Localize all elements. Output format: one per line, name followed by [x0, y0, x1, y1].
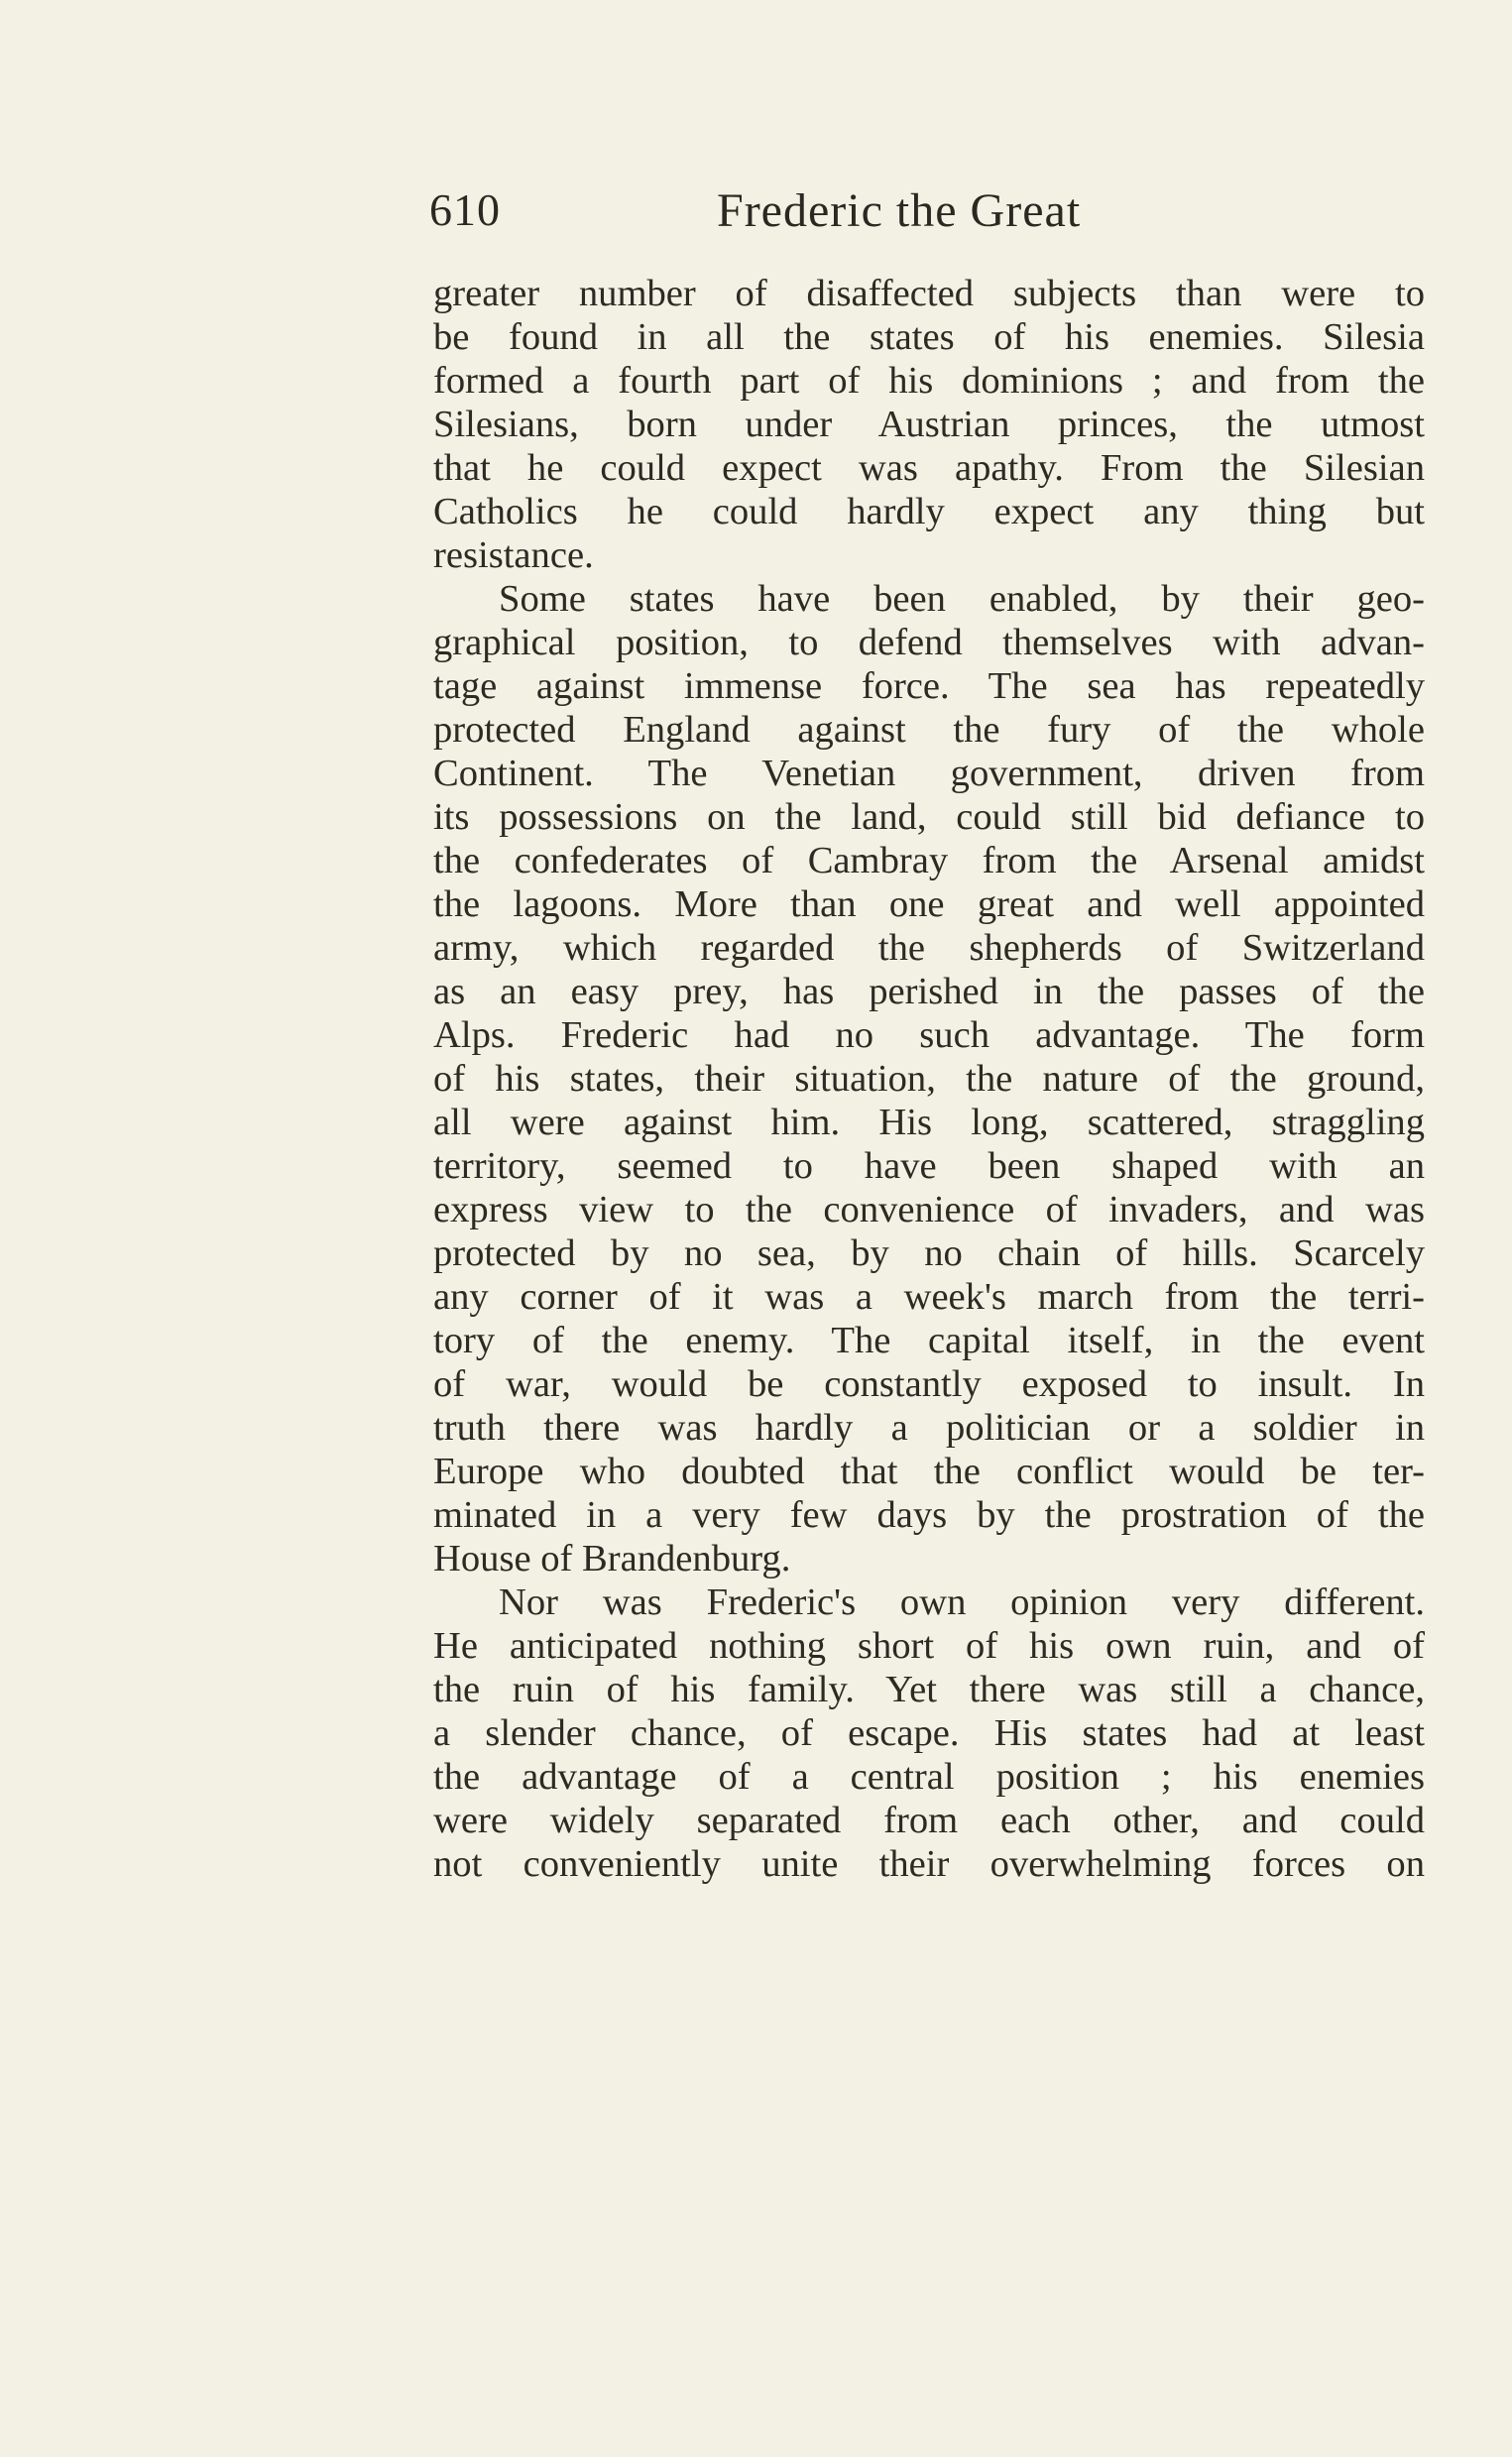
text-line: army, which regarded the shepherds of Switzerland [433, 927, 1425, 969]
text-line: express view to the convenience of invaders, and was [433, 1189, 1425, 1230]
text-line: Silesians, born under Austrian princes, the utmost [433, 404, 1425, 445]
text-line: the confederates of Cambray from the Arsenal amidst [433, 840, 1425, 881]
text-line: that he could expect was apathy. From the Silesian [433, 447, 1425, 489]
text-line: tory of the enemy. The capital itself, in the event [433, 1320, 1425, 1361]
paragraph [433, 577, 1425, 1580]
text-line: all were against him. His long, scattered, straggling [433, 1102, 1425, 1143]
text-line: any corner of it was a week's march from the terri- [433, 1276, 1425, 1318]
text-line: House of Brandenburg. [433, 1538, 791, 1580]
text-line: tage against immense force. The sea has repeatedly [433, 665, 1425, 707]
text-line: protected by no sea, by no chain of hills. Scarcely [433, 1232, 1425, 1274]
text-line: of his states, their situation, the nature of the ground, [433, 1058, 1425, 1100]
text-line: as an easy prey, has perished in the passes of the [433, 971, 1425, 1012]
paragraph [433, 1580, 1425, 1886]
running-head [429, 183, 1426, 253]
text-line: Continent. The Venetian government, driven from [433, 753, 1425, 794]
text-line: Catholics he could hardly expect any thing but [433, 491, 1425, 532]
text-line: a slender chance, of escape. His states had at least [433, 1712, 1425, 1754]
text-line: Europe who doubted that the conflict would be ter- [433, 1451, 1425, 1492]
page-number: 610 [429, 184, 501, 235]
text-line: resistance. [433, 534, 594, 576]
text-line: greater number of disaffected subjects than were to [433, 273, 1425, 314]
text-line: truth there was hardly a politician or a soldier in [433, 1407, 1425, 1449]
text-line: its possessions on the land, could still bid defiance to [433, 796, 1425, 838]
text-line: the advantage of a central position ; his enemies [433, 1756, 1425, 1798]
text-line: were widely separated from each other, and could [433, 1800, 1425, 1841]
text-line: He anticipated nothing short of his own ruin, and of [433, 1625, 1425, 1667]
text-line: Nor was Frederic's own opinion very different. [499, 1581, 1425, 1623]
text-line: the ruin of his family. Yet there was still a chance, [433, 1669, 1425, 1710]
paragraph [433, 272, 1425, 577]
text-line: Alps. Frederic had no such advantage. The form [433, 1014, 1425, 1056]
body-text [433, 272, 1425, 1886]
text-line: the lagoons. More than one great and well appointed [433, 883, 1425, 925]
text-line: formed a fourth part of his dominions ; and from the [433, 360, 1425, 402]
text-line: protected England against the fury of the whole [433, 709, 1425, 751]
running-title: Frederic the Great [717, 184, 1082, 237]
text-line: territory, seemed to have been shaped with an [433, 1145, 1425, 1187]
text-line: Some states have been enabled, by their geo- [499, 578, 1425, 620]
text-line: of war, would be constantly exposed to insult. In [433, 1363, 1425, 1405]
text-line: not conveniently unite their overwhelming forces on [433, 1843, 1425, 1885]
text-line: be found in all the states of his enemies. Silesia [433, 316, 1425, 358]
text-line: graphical position, to defend themselves with advan- [433, 622, 1425, 663]
text-line: minated in a very few days by the prostration of the [433, 1494, 1425, 1536]
